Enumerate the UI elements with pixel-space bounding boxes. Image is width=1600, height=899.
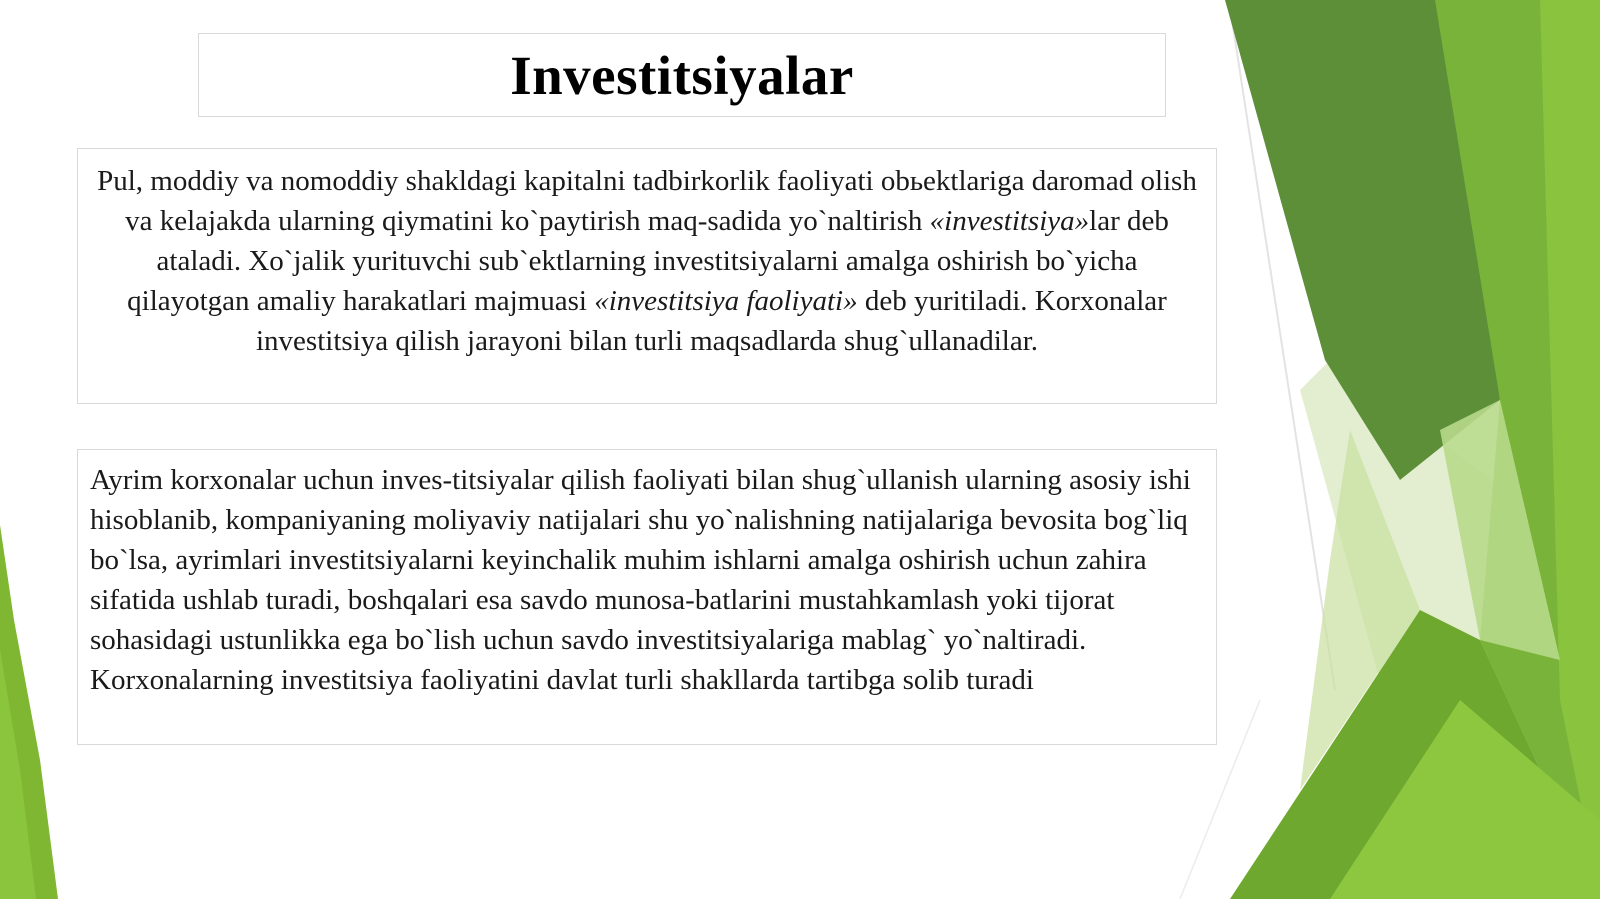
title-box [198,33,1166,117]
details-text-box [77,449,1217,745]
term-investitsiya: «investitsiya» [929,205,1090,237]
slide-title: Investitsiyalar [510,44,854,106]
term-investitsiya-faoliyati: «investitsiya faoliyati» [594,285,858,317]
definition-text-box [77,148,1217,404]
definition-part-2: lar deb ataladi. Xo`jalik yurituvchi sub`ektlarning investitsiyalarni amalga oshirish bo`yicha qilayotgan amaliy harakatlari majmuasi [127,205,1169,317]
details-paragraph: Ayrim korxonalar uchun inves-titsiyalar qilish faoliyati bilan shug`ullanish ularning asosiy ishi hisoblanib, kompaniyaning moliyaviy natijalari shu yo`nalishning natijalariga bevosita bog`liq bo`lsa, ayrimlari investitsiyalarni keyinchalik muhim ishlarni amalga oshirish uchun zahira sifatida ushlab turadi, boshqalari esa savdo munosa-batlarini mustahkamlash yoki tijorat sohasidagi ustunlikka ega bo`lish uchun savdo investitsiyalariga mablag` yo`naltiradi. Korxonalarning investitsiya faoliyatini davlat turli shakllarda tartibga solib turadi [90,464,1191,696]
definition-part-3: deb yuritiladi. Korxonalar investitsiya qilish jarayoni bilan turli maqsadlarda shug`ullanadilar. [255,285,1167,357]
definition-part-1: Pul, moddiy va nomoddiy shakldagi kapitalni tadbirkorlik faoliyati obьektlariga daromad olish va kelajakda ularning qiymatini ko`paytirish maq-sadida yo`naltirish [97,165,1197,237]
definition-paragraph [92,161,1202,361]
